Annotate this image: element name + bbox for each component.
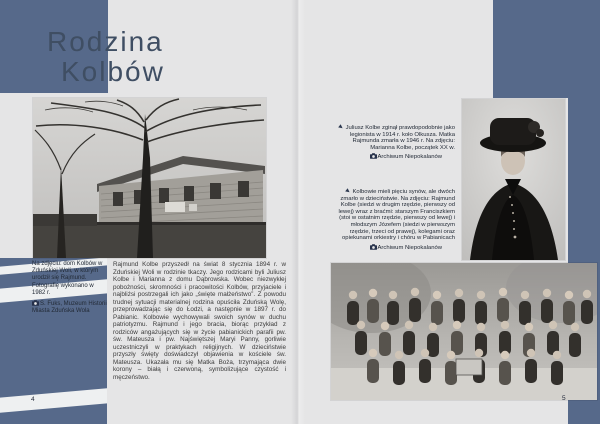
- house-photo: [33, 98, 266, 258]
- photo-credit: [32, 300, 108, 315]
- page-number-left: 4: [31, 396, 35, 403]
- photo-credit: [332, 244, 455, 252]
- photo-credit-text: Archiwum Niepokalanów: [377, 154, 442, 161]
- camera-icon: [32, 300, 39, 306]
- caption-text: Na zdjęciu: dom Kolbów w Zduńskiej Woli, w którym urodził się Rajmund. Fotografię wykonano w 1982 r.: [32, 261, 103, 296]
- body-text: Rajmund Kolbe przyszedł na świat 8 stycznia 1894 r. w Zduńskiej Woli w rodzinie tkaczy. Jego rodzicami byli Juliusz Kolbe i Marianna z domu Dąbrowska. Wobec niezwykłej pobożności, skromności i pracowitości Kolbów, przyjaciele i najbliżsi postrzegali ich jako „święte małżeństwo”. Z powodu trudnej sytuacji materialnej rodzina opuściła Zduńską Wolę, przeprowadzając się do Łodzi, a następnie w 1897 r. do Pabianic. Kolbowie wychowywali swoich synów w duchu patriotyzmu. Rajmund i jego bracia, biorąc przykład z rodziców angażujących się w życie pabianickich parafii pw. św. Mateusza i pw. Najświętszej Maryi Panny, gorliwie uczestniczyli w praktykach religijnych. W dzieciństwie przyszły święty doświadczył objawienia w kościele św. Mateusza. Ukazała mu się Matka Boża, trzymająca dwie korony – białą i czerwoną, symbolizujące czystość i męczeństwo.: [113, 261, 286, 381]
- photo-credit: [332, 153, 455, 161]
- group-photo-caption: [332, 189, 455, 251]
- camera-icon: [370, 153, 377, 159]
- photo-credit-text: Archiwum Niepokalanów: [377, 244, 442, 251]
- group-photo: [331, 263, 597, 400]
- photo-credit-text: S. Fuks, Muzeum Historii Miasta Zduńska Wola: [32, 301, 107, 315]
- page-number-right: 5: [562, 395, 566, 402]
- caption-arrow-icon: [338, 124, 344, 130]
- diagonal-stripe: [0, 384, 107, 416]
- page-title-line2: Kolbów: [61, 56, 165, 87]
- portrait-caption: [332, 125, 455, 161]
- caption-arrow-icon: [345, 188, 351, 194]
- house-photo-caption: [32, 261, 108, 315]
- page-title-line1: Rodzina: [47, 26, 164, 57]
- camera-icon: [370, 244, 377, 250]
- page-fold: [291, 0, 305, 424]
- caption-text: Juliusz Kolbe zginął prawdopodobnie jako legionista w 1914 r. koło Olkusza. Matka Rajmunda zmarła w 1946 r. Na zdjęciu: Marianna Kolbe, początek XX w.: [345, 125, 455, 151]
- page-title: [47, 27, 165, 87]
- portrait-photo: [462, 99, 565, 260]
- caption-text: Kolbowie mieli pięciu synów, ale dwóch zmarło w dzieciństwie. Na zdjęciu: Rajmund Kolbe (siedzi w drugim rzędzie, pierwszy od lewej) wraz z braćmi: starszym Franciszkiem (stoi w ostatnim rzędzie, pierwszy od lewej) i młodszym Józefem (siedzi w pierwszym rzędzie, trzeci od prawej), kolegami oraz opiekunami orkiestry i chóru w Pabianicach: [338, 189, 455, 242]
